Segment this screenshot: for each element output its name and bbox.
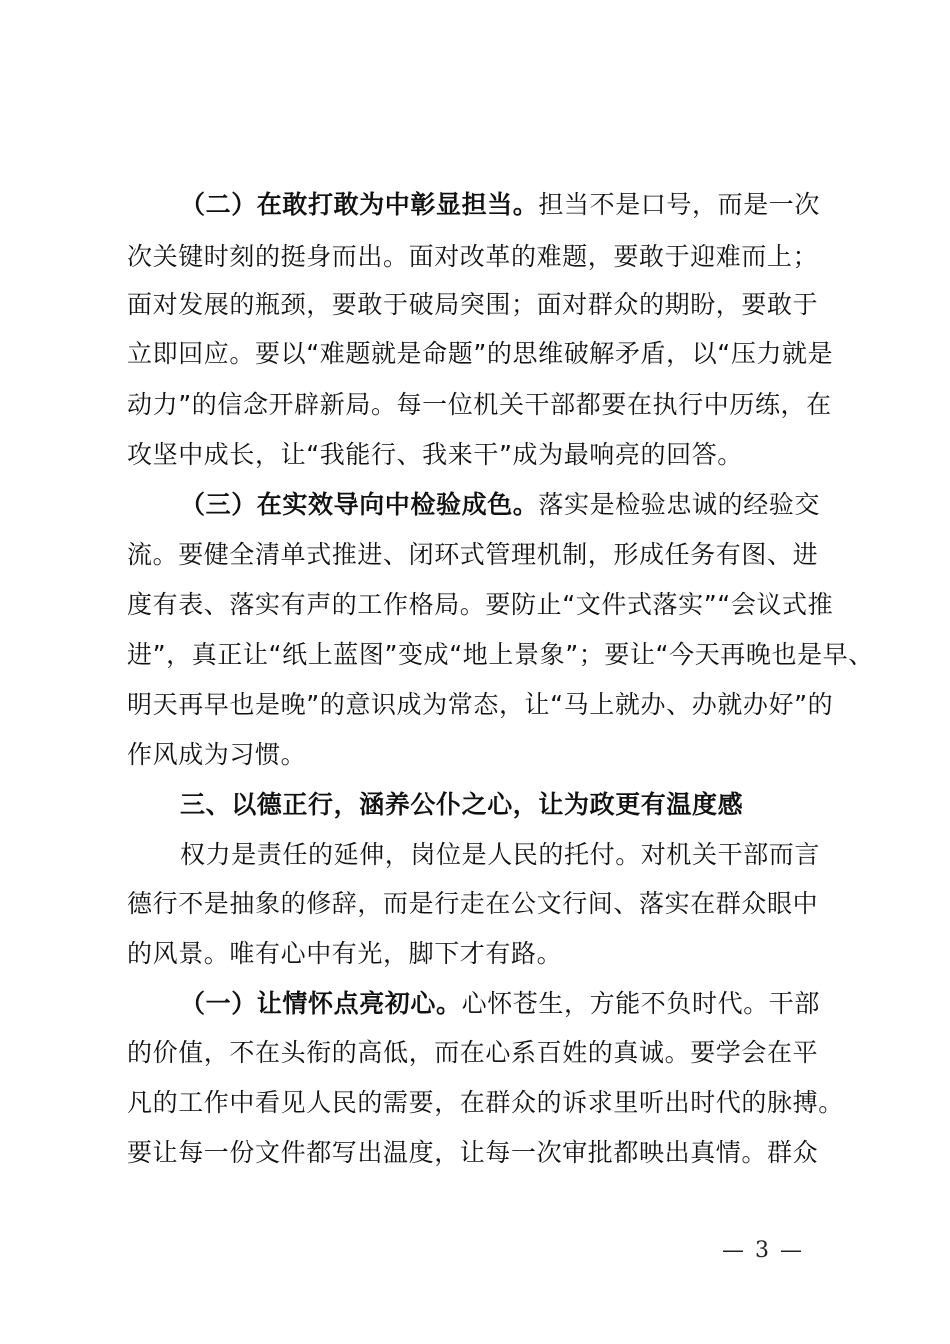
text-line: 流。要健全清单式推进、闭环式管理机制，形成任务有图、进 <box>127 540 819 569</box>
text-line: 面对发展的瓶颈，要敢于破局突围；面对群众的期盼，要敢于 <box>127 290 819 319</box>
text-line: 攻坚中成长，让“我能行、我来干”成为最响亮的回答。 <box>127 440 743 469</box>
text-line: 明天再早也是晚”的意识成为常态，让“马上就办、办就办好”的 <box>127 690 834 719</box>
text-line: 权力是责任的延伸，岗位是人民的托付。对机关干部而言 <box>180 840 821 869</box>
subsection-3-title: （三）在实效导向中检验成色。 <box>180 490 539 519</box>
subsection-2-line-1: （二）在敢打敢为中彰显担当。担当不是口号，而是一次 <box>180 190 821 219</box>
text-line: 进”，真正让“纸上蓝图”变成“地上景象”；要让“今天再晚也是早、 <box>127 640 874 669</box>
text-line: 的风景。唯有心中有光，脚下才有路。 <box>127 939 563 968</box>
section-heading: 三、以德正行，涵养公仆之心，让为政更有温度感 <box>180 790 744 819</box>
text-line: 动力”的信念开辟新局。每一位机关干部都要在执行中历练，在 <box>127 390 832 419</box>
page-number: — 3 — <box>722 1238 804 1263</box>
subsection-2-title: （二）在敢打敢为中彰显担当。 <box>180 190 539 219</box>
subsection-3-line-1: （三）在实效导向中检验成色。落实是检验忠诚的经验交 <box>180 490 821 519</box>
text-line: 要让每一份文件都写出温度，让每一次审批都映出真情。群众 <box>127 1138 819 1167</box>
subsection-1-line-1: （一）让情怀点亮初心。心怀苍生，方能不负时代。干部 <box>180 989 821 1018</box>
text-line: 立即回应。要以“难题就是命题”的思维破解矛盾，以“压力就是 <box>127 339 834 368</box>
text-line: 度有表、落实有声的工作格局。要防止“文件式落实”“会议式推 <box>127 590 834 619</box>
text-line: 的价值，不在头衔的高低，而在心系百姓的真诚。要学会在平 <box>127 1038 819 1067</box>
text-line: 次关键时刻的挺身而出。面对改革的难题，要敢于迎难而上； <box>127 242 819 271</box>
text-line: 德行不是抽象的修辞，而是行走在公文行间、落实在群众眼中 <box>127 889 819 918</box>
text-line: 凡的工作中看见人民的需要，在群众的诉求里听出时代的脉搏。 <box>127 1088 844 1117</box>
subsection-1-title: （一）让情怀点亮初心。 <box>180 989 462 1018</box>
text-line: 作风成为习惯。 <box>127 740 307 769</box>
